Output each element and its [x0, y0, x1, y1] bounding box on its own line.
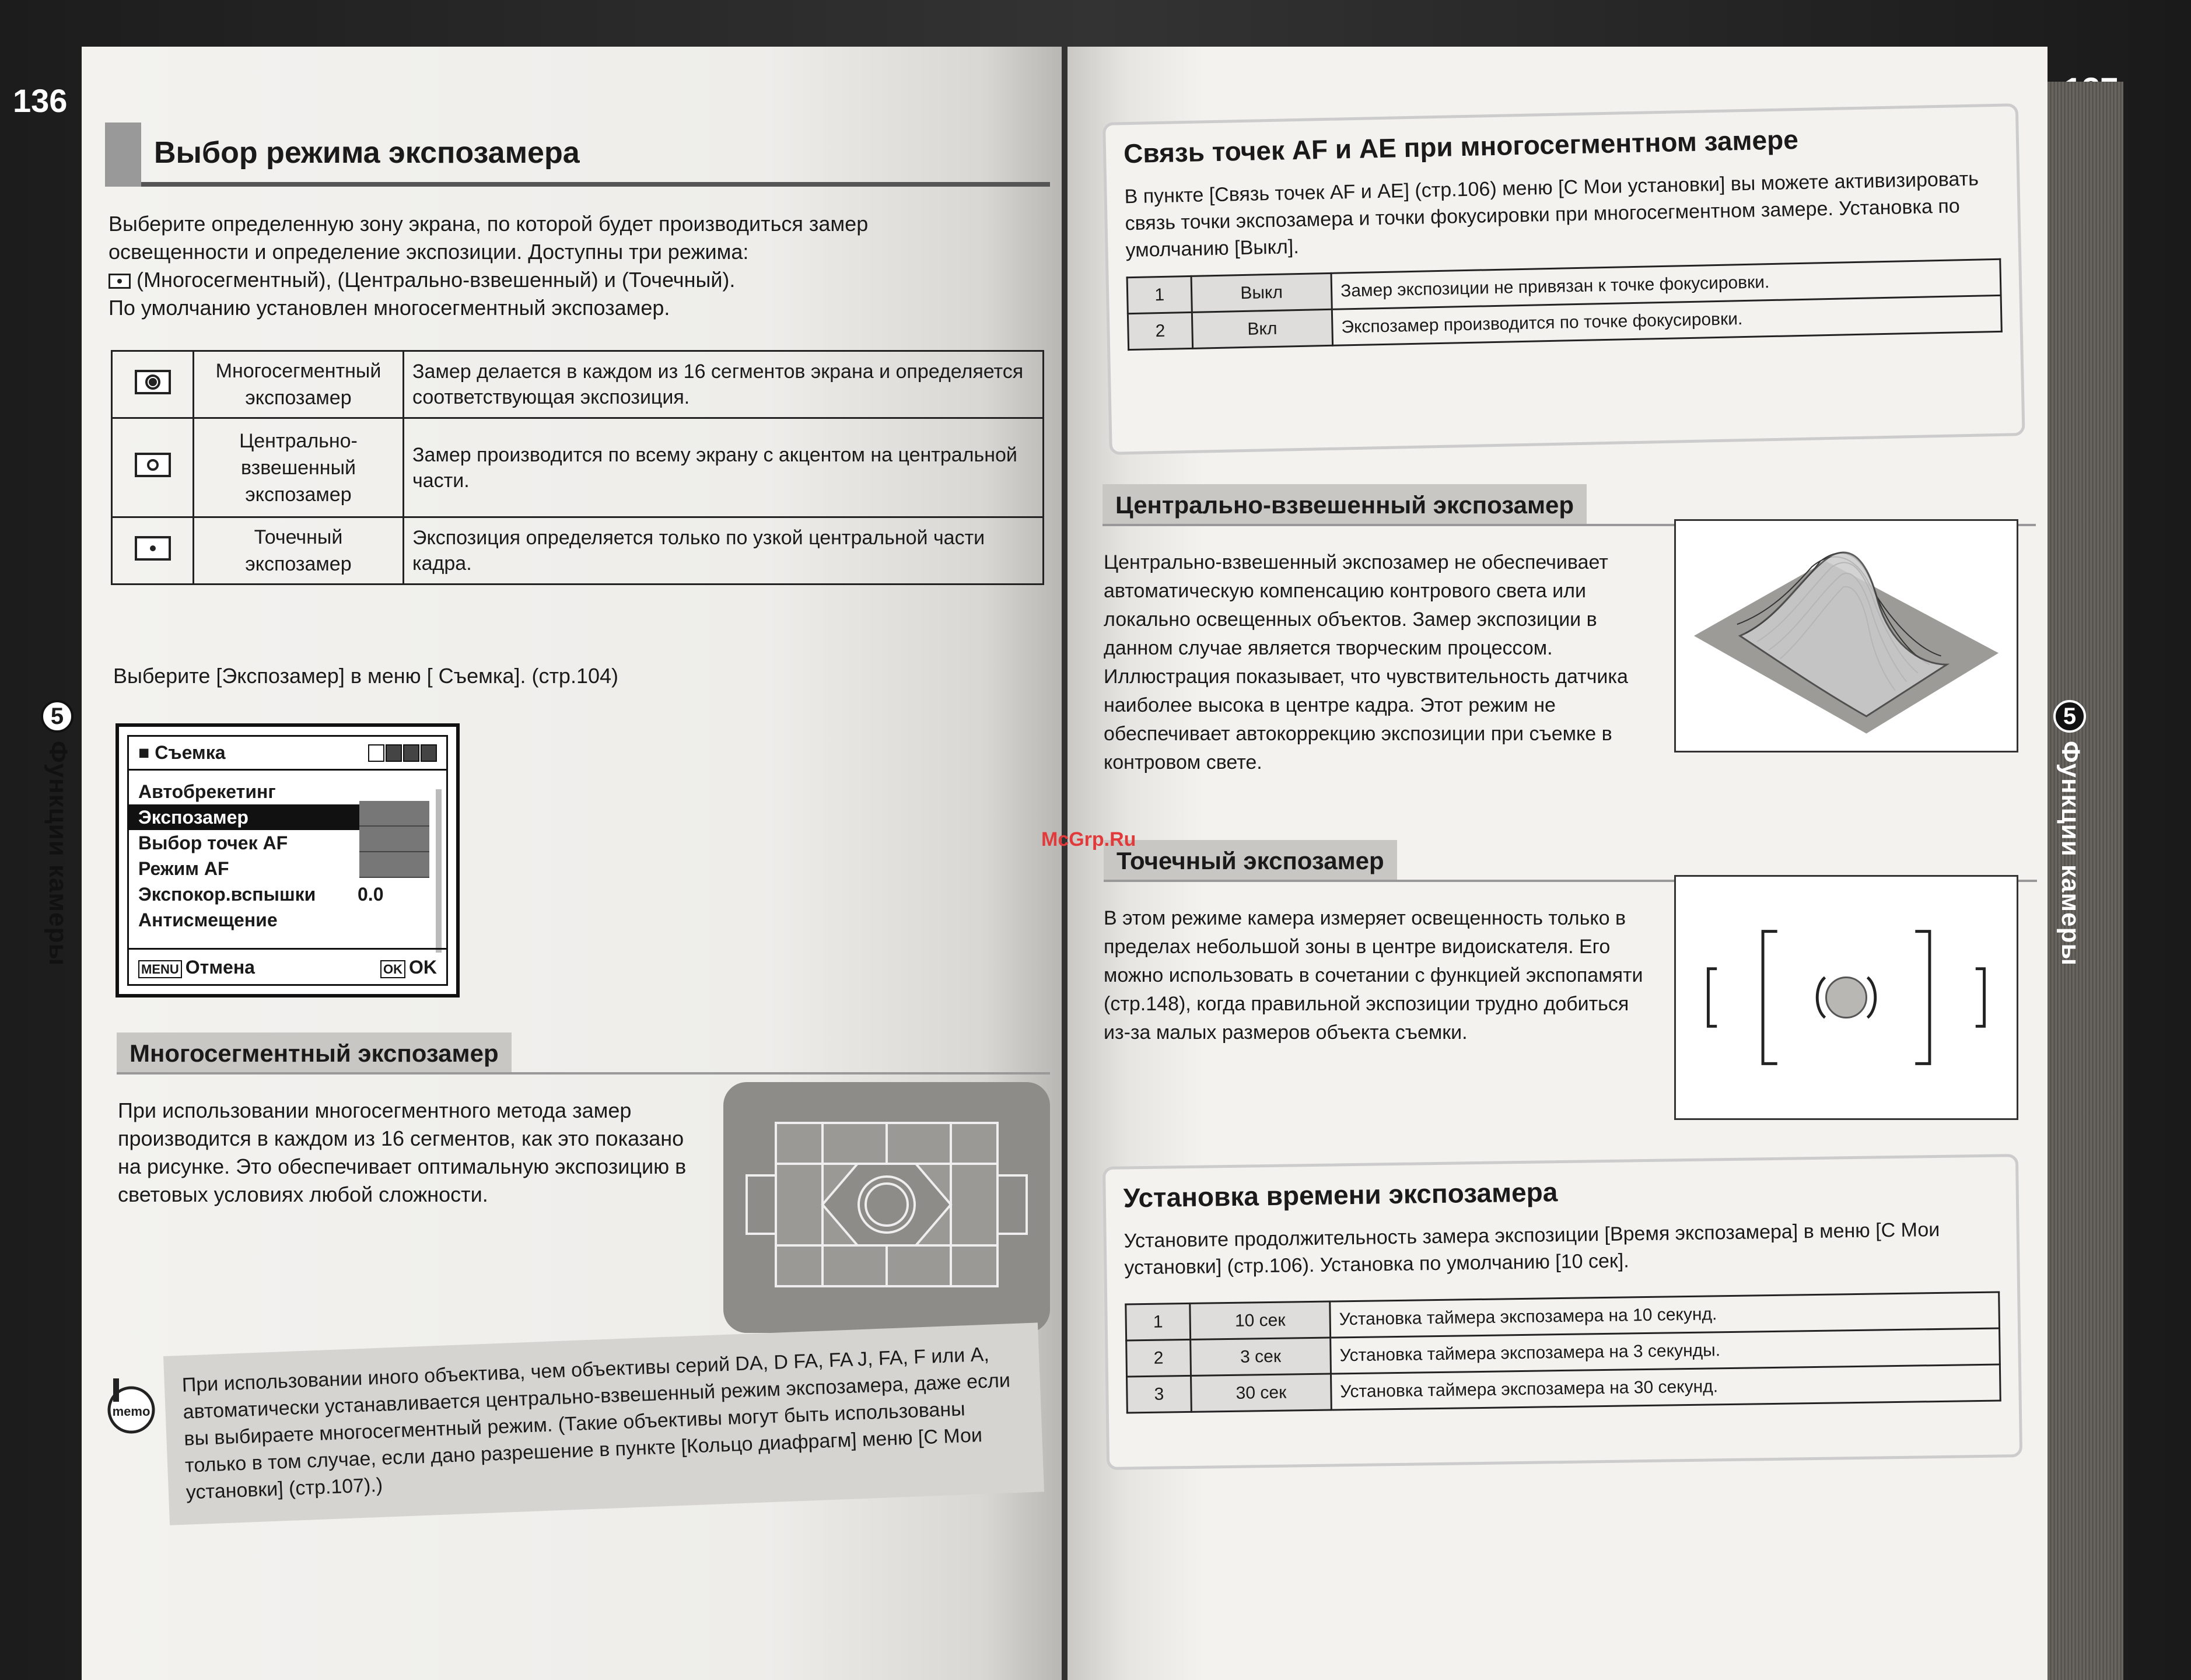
- intro-modes-text: (Многосегментный), (Центрально-взвешенный) и (Точечный).: [136, 268, 736, 292]
- row-number: 3: [1127, 1376, 1192, 1413]
- camera-menu-screen: [116, 723, 460, 998]
- page-title: Выбор режима экспозамера: [154, 136, 580, 170]
- row-description: Установка таймера экспозамера на 30 секунд.: [1331, 1364, 2000, 1410]
- intro-line-modes: [108, 266, 1042, 294]
- row-description: Установка таймера экспозамера на 10 секунд.: [1330, 1292, 2000, 1338]
- metering-modes-table: [111, 350, 1044, 585]
- menu-item[interactable]: [129, 881, 446, 907]
- menu-scrollbar[interactable]: [436, 789, 442, 953]
- mode-icon-cell: [112, 351, 194, 418]
- center-section-text: Центрально-взвешенный экспозамер не обеспечивает автоматическую компенсацию контрового света или локально освещенных объектов. Замер экспозиции в данном случае является творческим процессом. Иллюстрация показывает, что чувствительность датчика наиболее высока в центре кадра. Этот режим не обеспечивает автокоррекцию экспозиции при съемке в контровом свете.: [1104, 551, 1628, 774]
- spot-metering-figure: [1674, 875, 2018, 1120]
- cancel-button[interactable]: [138, 957, 255, 977]
- ok-label: OK: [409, 957, 437, 978]
- menu-item[interactable]: [129, 907, 446, 933]
- menu-item-label: Выбор точек AF: [138, 832, 288, 853]
- memo-icon-label: memo: [112, 1404, 150, 1419]
- submenu-option-center[interactable]: [359, 827, 429, 852]
- row-number: 1: [1127, 276, 1192, 313]
- camera-menu-title: Съемка: [155, 742, 226, 763]
- page-title-block: [105, 123, 1050, 187]
- mode-icon-cell: [112, 517, 194, 584]
- memo-text: При использовании иного объектива, чем объективы серий DA, D FA, FA J, FA, F или A, автоматически устанавливается центрально-взвешенный режим экспозамера, даже если вы выбираете многосегментный режим. (Такие объективы могут быть использованы только в том случае, если дано разрешение в пункте [Кольцо диафрагм] меню [C Мои установки] (стр.107).): [163, 1322, 1044, 1525]
- row-number: 2: [1126, 1339, 1191, 1377]
- menu-tab-custom[interactable]: [421, 744, 437, 762]
- mode-description: Замер делается в каждом из 16 сегментов экрана и определяется соответствующая экспозиция.: [404, 351, 1044, 418]
- metering-timer-box: [1102, 1154, 2022, 1470]
- row-description: Установка таймера экспозамера на 3 секунды.: [1331, 1328, 2000, 1374]
- mode-name: Центрально-взвешенный экспозамер: [194, 418, 404, 517]
- page-right: [1068, 47, 2048, 1680]
- timer-options-table: [1125, 1292, 2001, 1414]
- chapter-number: 5: [41, 700, 74, 733]
- mode-icon-cell: [112, 418, 194, 517]
- row-description: Экспозамер производится по точке фокусировки.: [1332, 295, 2001, 345]
- box-text: В пункте [Связь точек AF и AE] (стр.106) меню [C Мои установки] вы можете активизировать связь точки экспозамера и точки фокусировки при многосегментном замере. Установка по умолчанию [Выкл].: [1124, 167, 1979, 262]
- row-value: 3 сек: [1191, 1338, 1331, 1376]
- chapter-tab-left: [41, 700, 76, 1073]
- watermark-text: McGrp.Ru: [1041, 828, 1136, 850]
- memo-note: [105, 1333, 1050, 1531]
- section-title: Многосегментный экспозамер: [117, 1032, 512, 1072]
- center-weighted-sensitivity-figure: [1674, 519, 2018, 752]
- row-value: 30 сек: [1191, 1374, 1332, 1412]
- row-number: 1: [1126, 1303, 1191, 1340]
- table-row: [112, 351, 1044, 418]
- multi-segment-icon: [135, 370, 171, 394]
- section-title: Центрально-взвешенный экспозамер: [1102, 484, 1587, 524]
- cancel-label: Отмена: [185, 957, 255, 978]
- camera-menu-header: [129, 737, 446, 771]
- mode-name: Точечный экспозамер: [194, 517, 404, 584]
- section-heading-multi: [117, 1032, 1050, 1074]
- menu-item-label: Экспозамер: [138, 807, 249, 828]
- select-instruction: Выберите [Экспозамер] в меню [ Съемка]. (стр.104): [113, 664, 619, 688]
- menu-tab-setup[interactable]: [403, 744, 419, 762]
- memo-icon: [105, 1374, 158, 1438]
- box-title: Установка времени экспозамера: [1123, 1177, 1558, 1213]
- intro-line: Выберите определенную зону экрана, по которой будет производиться замер: [108, 212, 869, 236]
- menu-item-label: Экспокор.вспышки: [138, 884, 316, 905]
- af-ae-options-table: [1126, 258, 2003, 351]
- table-row: [112, 517, 1044, 584]
- mode-name: Многосегментный экспозамер: [194, 351, 404, 418]
- row-value: Вкл: [1192, 309, 1332, 348]
- mode-description: Экспозиция определяется только по узкой центральной части кадра.: [404, 517, 1044, 584]
- title-accent-bar: [105, 123, 141, 187]
- ok-button[interactable]: [380, 957, 437, 977]
- submenu-option-spot[interactable]: [359, 852, 429, 878]
- page-left: [82, 47, 1062, 1680]
- menu-item-label: Автобрекетинг: [138, 781, 276, 802]
- spot-section-text: В этом режиме камера измеряет освещенность только в пределах небольшой зоны в центре видоискателя. Его можно использовать в сочетании с функцией экспопамяти (стр.148), когда правильной экспозиции трудно добиться из-за малых размеров объекта съемки.: [1104, 907, 1643, 1044]
- multi-section-text: При использовании многосегментного метода замер производится в каждом из 16 сегментов, как это показано на рисунке. Это обеспечивает оптимальную экспозицию в световых условиях любой сложности.: [118, 1098, 687, 1206]
- menu-item-label: Режим AF: [138, 858, 229, 879]
- af-ae-link-box: [1102, 103, 2025, 455]
- menu-tab-playback[interactable]: [386, 744, 402, 762]
- menu-item-value: 0.0: [358, 884, 384, 905]
- row-value: 10 сек: [1190, 1301, 1331, 1339]
- submenu-option-multi[interactable]: [359, 801, 429, 827]
- spacer: [129, 771, 446, 779]
- multi-segment-icon: [108, 274, 131, 289]
- chapter-tab-right: [2053, 700, 2088, 1073]
- menu-item-label: Антисмещение: [138, 909, 278, 930]
- ok-key-label: OK: [380, 960, 405, 978]
- menu-tabs: [367, 744, 437, 762]
- intro-line: освещенности и определение экспозиции. Доступны три режима:: [108, 240, 749, 264]
- camera-menu-title-wrap: [138, 742, 226, 764]
- intro-paragraph: [108, 210, 1042, 322]
- menu-tab-shooting[interactable]: [368, 744, 384, 762]
- chapter-label: Функции камеры: [2056, 741, 2085, 966]
- row-number: 2: [1128, 312, 1192, 349]
- submenu-popup: [359, 801, 429, 878]
- box-title: Связь точек AF и AE при многосегментном замере: [1123, 124, 1799, 169]
- center-weighted-icon: [135, 453, 171, 477]
- section-title: Точечный экспозамер: [1104, 840, 1397, 880]
- row-description: Замер экспозиции не привязан к точке фокусировки.: [1331, 259, 2001, 309]
- multi-segment-diagram: [723, 1082, 1050, 1333]
- page-number-left: 136: [13, 82, 68, 119]
- camera-icon: ■: [138, 742, 155, 763]
- box-text: Установите продолжительность замера экспозиции [Время экспозамера] в меню [C Мои установки] (стр.106). Установка по умолчанию [10 сек].: [1124, 1218, 1940, 1279]
- menu-key-label: MENU: [138, 960, 182, 978]
- mode-description: Замер производится по всему экрану с акцентом на центральной части.: [404, 418, 1044, 517]
- table-row: [112, 418, 1044, 517]
- intro-line: По умолчанию установлен многосегментный экспозамер.: [108, 296, 670, 320]
- row-value: Выкл: [1191, 273, 1332, 312]
- chapter-number: 5: [2053, 700, 2086, 733]
- camera-menu-footer: [129, 948, 446, 984]
- chapter-label: Функции камеры: [44, 741, 72, 966]
- spot-icon: [135, 536, 171, 561]
- camera-menu-frame: [127, 735, 448, 986]
